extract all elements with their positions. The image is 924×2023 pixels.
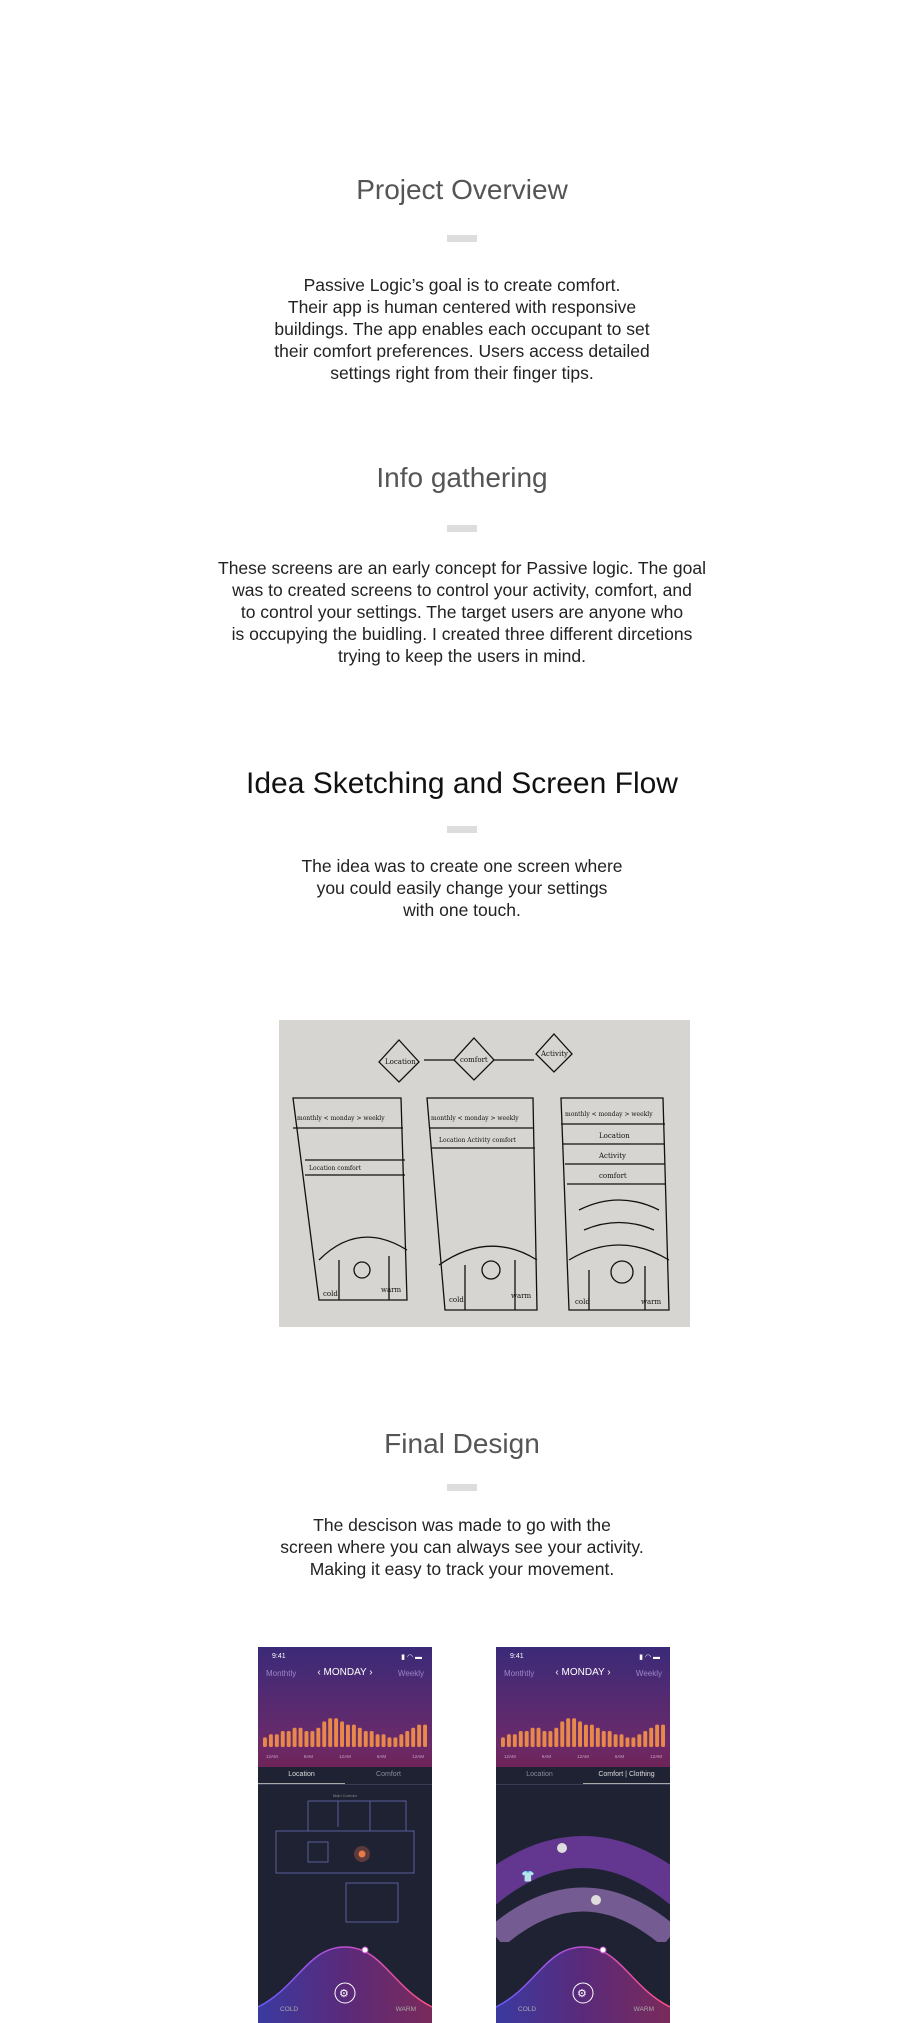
weekly-link[interactable]: Weekly (635, 1669, 662, 1678)
activity-bar (501, 1737, 505, 1747)
activity-bar (263, 1737, 267, 1747)
warm-label: WARM (395, 2006, 416, 2013)
svg-text:monthly < monday > weekly: monthly < monday > weekly (431, 1115, 519, 1122)
activity-bar (602, 1731, 606, 1747)
activity-bar (513, 1734, 517, 1747)
tab[interactable]: Location (526, 1771, 553, 1778)
activity-bar (566, 1718, 570, 1747)
activity-bar (649, 1728, 653, 1747)
sketch-flow-label: Location (385, 1058, 416, 1066)
svg-text:warm: warm (511, 1292, 532, 1300)
activity-bar (572, 1718, 576, 1747)
activity-bar (411, 1728, 415, 1747)
time-tick: 12AM (266, 1754, 278, 1759)
activity-bar (620, 1734, 624, 1747)
activity-bar (554, 1728, 558, 1747)
svg-text:warm: warm (641, 1298, 662, 1306)
activity-bar (382, 1734, 386, 1747)
activity-bar (393, 1737, 397, 1747)
heading-final-design: Final Design (384, 1428, 540, 1459)
svg-text:cold: cold (323, 1290, 338, 1298)
activity-bar (316, 1728, 320, 1747)
time-tick: 12AM (412, 1754, 424, 1759)
activity-bar (596, 1728, 600, 1747)
activity-bar (531, 1728, 535, 1747)
status-icons: ▮ ◠ ▬ (401, 1654, 422, 1661)
svg-text:monthly < monday > weekly: monthly < monday > weekly (297, 1115, 385, 1122)
activity-bar (305, 1731, 309, 1747)
heading-project-overview: Project Overview (356, 174, 568, 205)
activity-bar (608, 1731, 612, 1747)
temperature-handle (362, 1947, 368, 1953)
time-tick: 6AM (541, 1754, 552, 1759)
activity-bar (519, 1731, 523, 1747)
activity-bar (543, 1731, 547, 1747)
activity-bar (643, 1731, 647, 1747)
activity-bar (322, 1721, 326, 1747)
info-text: These screens are an early concept for Passive logic. The goal was to created screens to control your activity, comfort, and to control your settings. The target users are anyone who is occupying the buidling. I created three different dircetions trying to keep the users in mind. (218, 558, 706, 666)
temperature-handle (600, 1947, 606, 1953)
activity-bar (370, 1731, 374, 1747)
divider (447, 826, 477, 833)
activity-bar (590, 1725, 594, 1747)
activity-bars (500, 1717, 666, 1747)
cold-label: COLD (280, 2006, 299, 2013)
activity-bar (293, 1728, 297, 1747)
svg-text:Location Activity comfort: Location Activity comfort (439, 1137, 517, 1144)
time-tick: 6AM (303, 1754, 314, 1759)
activity-bar (525, 1731, 529, 1747)
activity-bars (262, 1717, 428, 1747)
activity-bar (269, 1734, 273, 1747)
phone-mockup-location (258, 1647, 432, 2023)
activity-header (258, 1647, 432, 1767)
activity-bar (661, 1725, 665, 1747)
activity-bar (310, 1731, 314, 1747)
clothing-slider-handle (557, 1843, 567, 1853)
comfort-slider-handle (591, 1895, 601, 1905)
activity-bar (423, 1725, 427, 1747)
activity-bar (287, 1731, 291, 1747)
heading-idea-sketching: Idea Sketching and Screen Flow (246, 767, 678, 800)
final-text: The descison was made to go with the screen where you can always see your activity. Making it easy to track your movement. (280, 1515, 644, 1579)
sweater-icon: 👕 (521, 1871, 535, 1883)
day-label: MONDAY (561, 1667, 605, 1678)
svg-text:cold: cold (449, 1296, 464, 1304)
activity-bar (399, 1734, 403, 1747)
day-label: MONDAY (323, 1667, 367, 1678)
flow-diagram (379, 1034, 572, 1082)
status-icons: ▮ ◠ ▬ (639, 1654, 660, 1661)
divider (447, 235, 477, 242)
svg-text:Location: Location (599, 1132, 630, 1140)
sketching-text: The idea was to create one screen where you could easily change your settings with one touch. (301, 856, 623, 920)
activity-bar (275, 1734, 279, 1747)
activity-bar (631, 1737, 635, 1747)
tab[interactable]: Location (258, 1767, 345, 1784)
clothing-comfort-dials[interactable] (496, 1822, 670, 1942)
svg-text:⚙: ⚙ (577, 1988, 587, 2000)
cold-label: COLD (518, 2006, 537, 2013)
svg-text:cold: cold (575, 1298, 590, 1306)
activity-bar (560, 1721, 564, 1747)
activity-bar (352, 1725, 356, 1747)
activity-bar (614, 1734, 618, 1747)
heading-info-gathering: Info gathering (376, 462, 548, 493)
divider (447, 1484, 477, 1491)
activity-header (496, 1647, 670, 1767)
activity-bar (626, 1737, 630, 1747)
activity-bar (328, 1718, 332, 1747)
tab[interactable]: Comfort (376, 1771, 401, 1778)
activity-bar (388, 1737, 392, 1747)
day-selector[interactable]: ‹ MONDAY › (317, 1667, 373, 1678)
warm-label: WARM (633, 2006, 654, 2013)
overview-text: Passive Logic’s goal is to create comfort. Their app is human centered with responsive buildings. The app enables each occupant to set their comfort preferences. Users access detailed settings right from their finger tips. (274, 275, 650, 383)
activity-bar (537, 1728, 541, 1747)
activity-bar (417, 1725, 421, 1747)
svg-text:Activity: Activity (541, 1050, 568, 1058)
svg-text:comfort: comfort (599, 1172, 627, 1180)
location-marker (359, 1851, 366, 1858)
activity-bar (340, 1721, 344, 1747)
activity-bar (299, 1728, 303, 1747)
activity-bar (584, 1725, 588, 1747)
time-tick: 12AM (577, 1754, 589, 1759)
activity-bar (578, 1721, 582, 1747)
divider (447, 525, 477, 532)
activity-bar (637, 1734, 641, 1747)
activity-bar (548, 1731, 552, 1747)
monthly-link[interactable]: Monthtly (504, 1669, 535, 1678)
room-label: Main Corridor (332, 1793, 358, 1798)
sketch-photo (279, 1020, 690, 1327)
activity-bar (346, 1725, 350, 1747)
weekly-link[interactable]: Weekly (397, 1669, 424, 1678)
time-tick: 6AM (614, 1754, 625, 1759)
svg-text:warm: warm (381, 1286, 402, 1294)
activity-bar (405, 1731, 409, 1747)
svg-text:Activity: Activity (599, 1152, 626, 1160)
time-tick: 12AM (504, 1754, 516, 1759)
activity-bar (376, 1734, 380, 1747)
status-time: 9:41 (510, 1653, 524, 1660)
phone-mockup-comfort (496, 1647, 670, 2023)
activity-bar (364, 1731, 368, 1747)
time-tick: 6AM (376, 1754, 387, 1759)
svg-text:Location comfort: Location comfort (309, 1165, 362, 1172)
floor-plan (258, 1797, 432, 1927)
svg-text:comfort: comfort (460, 1056, 488, 1064)
status-time: 9:41 (272, 1653, 286, 1660)
day-selector[interactable]: ‹ MONDAY › (555, 1667, 611, 1678)
activity-bar (655, 1725, 659, 1747)
activity-bar (507, 1734, 511, 1747)
svg-text:⚙: ⚙ (339, 1988, 349, 2000)
svg-text:monthly < monday > weekly: monthly < monday > weekly (565, 1111, 653, 1118)
activity-bar (281, 1731, 285, 1747)
activity-bar (334, 1718, 338, 1747)
monthly-link[interactable]: Monthtly (266, 1669, 297, 1678)
tab[interactable]: Comfort | Clothing (583, 1767, 670, 1784)
activity-bar (358, 1728, 362, 1747)
time-tick: 12AM (650, 1754, 662, 1759)
time-tick: 12AM (339, 1754, 351, 1759)
